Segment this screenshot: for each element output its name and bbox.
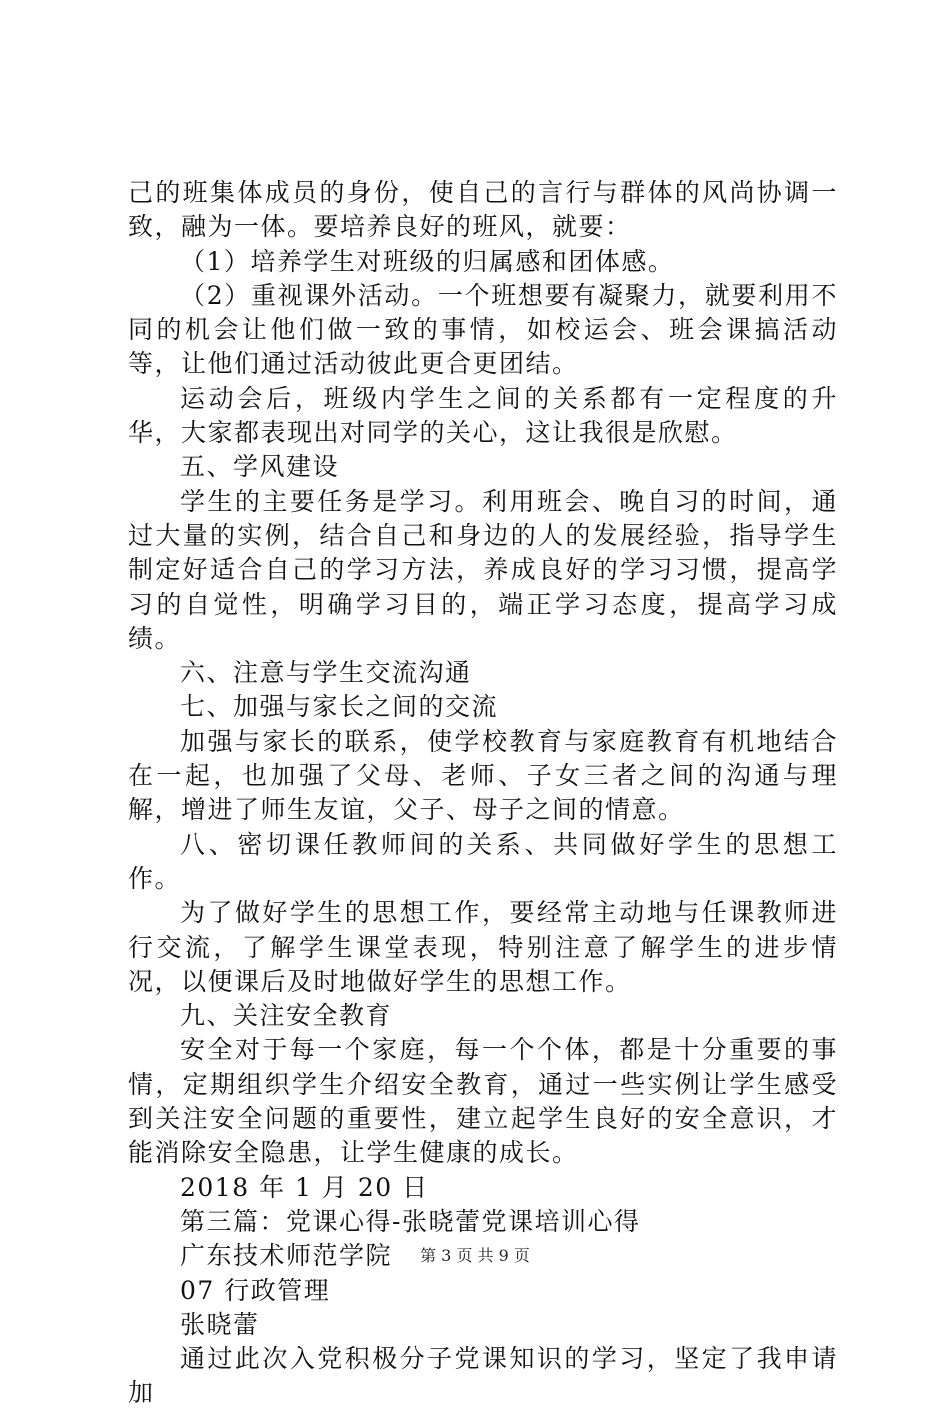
paragraph: 通过此次入党积极分子党课知识的学习，坚定了我申请加 xyxy=(128,1344,838,1408)
major-line: 07 行政管理 xyxy=(180,1275,331,1305)
section-heading: 五、学风建设 xyxy=(180,452,340,482)
page-number-footer: 第 3 页 共 9 页 xyxy=(420,1246,530,1265)
section-heading: 六、注意与学生交流沟通 xyxy=(180,658,472,688)
article-title: 第三篇：党课心得-张晓蕾党课培训心得 xyxy=(180,1206,641,1236)
paragraph: 安全对于每一个家庭，每一个个体，都是十分重要的事情，定期组织学生介绍安全教育，通过一些实例让学生感受到关注安全问题的重要性，建立起学生良好的安全意识，才能消除安全隐患，让学生健康的成长。 xyxy=(128,1035,838,1168)
section-heading: 九、关注安全教育 xyxy=(180,1001,393,1031)
paragraph: 己的班集体成员的身份，使自己的言行与群体的风尚协调一致，融为一体。要培养良好的班风，就要： xyxy=(128,178,838,242)
institution-line: 广东技术师范学院 xyxy=(180,1241,393,1271)
paragraph: （1）培养学生对班级的归属感和团体感。 xyxy=(180,246,675,276)
paragraph: 为了做好学生的思想工作，要经常主动地与任课教师进行交流，了解学生课堂表现，特别注意了解学生的进步情况，以便课后及时地做好学生的思想工作。 xyxy=(128,898,838,996)
author-line: 张晓蕾 xyxy=(180,1309,260,1339)
paragraph: 加强与家长的联系，使学校教育与家庭教育有机地结合在一起，也加强了父母、老师、子女三者之间的沟通与理解，增进了师生友谊，父子、母子之间的情意。 xyxy=(128,726,838,825)
date-line: 2018 年 1 月 20 日 xyxy=(180,1172,429,1202)
document-body xyxy=(128,176,838,1411)
paragraph: （2）重视课外活动。一个班想要有凝聚力，就要利用不同的机会让他们做一致的事情，如校运会、班会课搞活动等，让他们通过活动彼此更合更团结。 xyxy=(128,280,838,379)
section-heading: 八、密切课任教师间的关系、共同做好学生的思想工作。 xyxy=(128,829,838,893)
paragraph: 运动会后，班级内学生之间的关系都有一定程度的升华，大家都表现出对同学的关心，这让我很是欣慰。 xyxy=(128,383,838,448)
paragraph: 学生的主要任务是学习。利用班会、晚自习的时间，通过大量的实例，结合自己和身边的人的发展经验，指导学生制定好适合自己的学习方法，养成良好的学习习惯，提高学习的自觉性，明确学习目的，端正学习态度，提高学习成绩。 xyxy=(128,486,838,653)
section-heading: 七、加强与家长之间的交流 xyxy=(180,692,499,722)
